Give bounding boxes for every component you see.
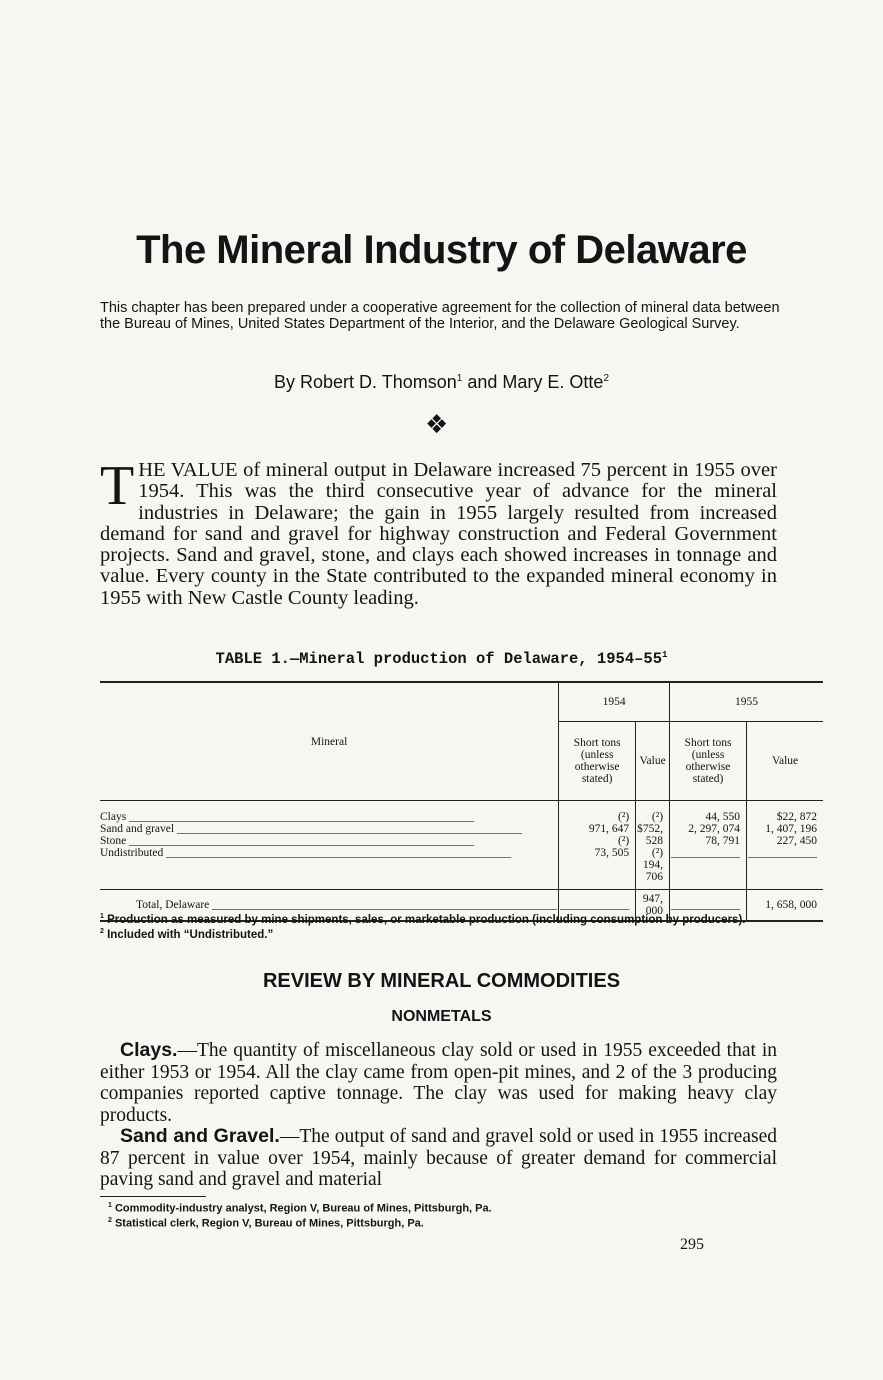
total-value-1955: 1, 658, 000 xyxy=(747,890,824,922)
author-2: Mary E. Otte xyxy=(502,372,604,392)
mineral-names-cell xyxy=(100,801,559,890)
subsection-heading: NONMETALS xyxy=(391,1008,492,1025)
body-text xyxy=(100,1040,777,1191)
footnote-mark: 1 xyxy=(108,1202,112,1209)
table-cell: (²) xyxy=(618,811,630,823)
run-in-heading: Sand and Gravel. xyxy=(120,1125,280,1147)
table-footnote xyxy=(100,911,780,926)
table-cell: 227, 450 xyxy=(776,835,818,847)
total-value-1954: 947, 000 xyxy=(636,890,670,922)
footnote-text: Commodity-industry analyst, Region V, Bureau of Mines, Pittsburgh, Pa. xyxy=(114,1202,492,1215)
drop-cap: T xyxy=(100,455,135,517)
table-cell: 2, 297, 074 xyxy=(688,823,741,835)
paragraph-sand-gravel xyxy=(100,1126,777,1191)
byline-conj: and xyxy=(467,372,498,392)
byline-prefix: By xyxy=(273,372,295,392)
table-cell: (²) xyxy=(651,811,664,823)
ornament-icon: ❖ xyxy=(425,410,449,440)
page-title: The Mineral Industry of Delaware xyxy=(136,228,747,272)
col-value-1955: Value xyxy=(747,722,824,801)
value-1954-cell xyxy=(636,801,670,890)
paragraph-text: —The quantity of miscellaneous clay sold or used in 1955 exceeded that in either 1953 or 1954. All the clay came from open-pit mines, and 2 of the 3 producing companies reported captive tonnage. The clay was used for making heavy clay products. xyxy=(100,1040,777,1126)
footnote-mark: 1 xyxy=(100,913,104,920)
value-1955-cell xyxy=(747,801,824,890)
col-mineral-header: Mineral xyxy=(100,682,559,801)
footnote-mark: 2 xyxy=(108,1216,112,1224)
table-cell: 73, 505 xyxy=(594,847,630,859)
footnote-text: Included with “Undistributed.” xyxy=(107,929,274,942)
mineral-name: Sand and gravel _____ xyxy=(100,823,557,835)
author-1: Robert D. Thomson xyxy=(300,372,457,392)
col-year-1955: 1955 xyxy=(670,682,824,722)
lead-paragraph xyxy=(100,455,777,609)
table-cell: 194, 706 xyxy=(642,859,664,883)
table-cell-empty xyxy=(560,899,629,911)
table-cell: 971, 647 xyxy=(588,823,630,835)
page-footnote xyxy=(108,1200,791,1215)
mineral-name: Undistributed _____ xyxy=(100,847,557,859)
page-footnote xyxy=(108,1215,791,1230)
mineral-name: Stone _____ xyxy=(100,835,557,847)
table-cell: 78, 791 xyxy=(705,835,741,847)
table-caption xyxy=(100,650,783,668)
table-body-row xyxy=(100,801,823,890)
col-year-1954: 1954 xyxy=(559,682,670,722)
paragraph-text: —The output of sand and gravel sold or used in 1955 increased 87 percent in value over 1954, mainly because of greater demand for commercial paving sand and gravel and material xyxy=(100,1126,777,1190)
production-table xyxy=(100,681,823,922)
col-tons-1954: Short tons (unless otherwise stated) xyxy=(559,722,636,801)
table-cell: (²) xyxy=(618,835,630,847)
table-cell-empty xyxy=(671,899,740,911)
table-cell: 1, 407, 196 xyxy=(765,823,818,835)
page-number: 295 xyxy=(680,1236,704,1253)
table-cell: $752, 528 xyxy=(637,823,664,847)
mineral-name: Clays _____ xyxy=(100,811,557,823)
col-value-1954: Value xyxy=(636,722,670,801)
run-in-heading: Clays. xyxy=(120,1039,178,1061)
col-tons-1955: Short tons (unless otherwise stated) xyxy=(670,722,747,801)
byline xyxy=(100,372,783,393)
table-cell: 44, 550 xyxy=(705,811,741,823)
tons-1954-cell xyxy=(559,801,636,890)
page-footnotes xyxy=(100,1200,791,1229)
footnote-mark: 2 xyxy=(100,928,104,936)
table-footnotes xyxy=(100,911,780,942)
tons-1955-cell xyxy=(670,801,747,890)
lead-text: HE VALUE of mineral output in Delaware increased 75 percent in 1955 over 1954. This was the third consecutive year of advance for the mineral industries in Delaware; the gain in 1955 largely resulted from increased demand for sand and gravel for highway construction and Federal Government projects. Sand and gravel, stone, and clays each showed increases in tonnage and value. Every county in the State contributed to the expanded mineral economy in 1955 with New Castle County leading. xyxy=(100,459,777,609)
table-cell-empty xyxy=(671,847,740,859)
table-cell: $22, 872 xyxy=(776,811,818,823)
table-footnote xyxy=(100,926,780,941)
table-cell: (²) xyxy=(651,847,664,859)
footnote-text: Statistical clerk, Region V, Bureau of Mines, Pittsburgh, Pa. xyxy=(114,1217,424,1230)
total-label: Total, Delaware _____ xyxy=(136,899,557,911)
paragraph-clays xyxy=(100,1040,777,1126)
intro-note: This chapter has been prepared under a cooperative agreement for the collection of mineral data between the Bureau of Mines, United States Department of the Interior, and the Delaware Geological Survey. xyxy=(100,300,780,332)
section-heading: REVIEW BY MINERAL COMMODITIES xyxy=(262,970,621,992)
footnote-divider xyxy=(100,1196,206,1197)
table-cell-empty xyxy=(748,847,817,859)
author-1-note: 1 xyxy=(456,373,463,384)
footnote-text: Production as measured by mine shipments, sales, or marketable production (including consumption by producers). xyxy=(107,913,746,926)
table-caption-note: 1 xyxy=(662,650,668,660)
table-caption-text: TABLE 1.—Mineral production of Delaware, 1954–55 xyxy=(215,650,663,669)
author-2-note: 2 xyxy=(603,373,609,384)
